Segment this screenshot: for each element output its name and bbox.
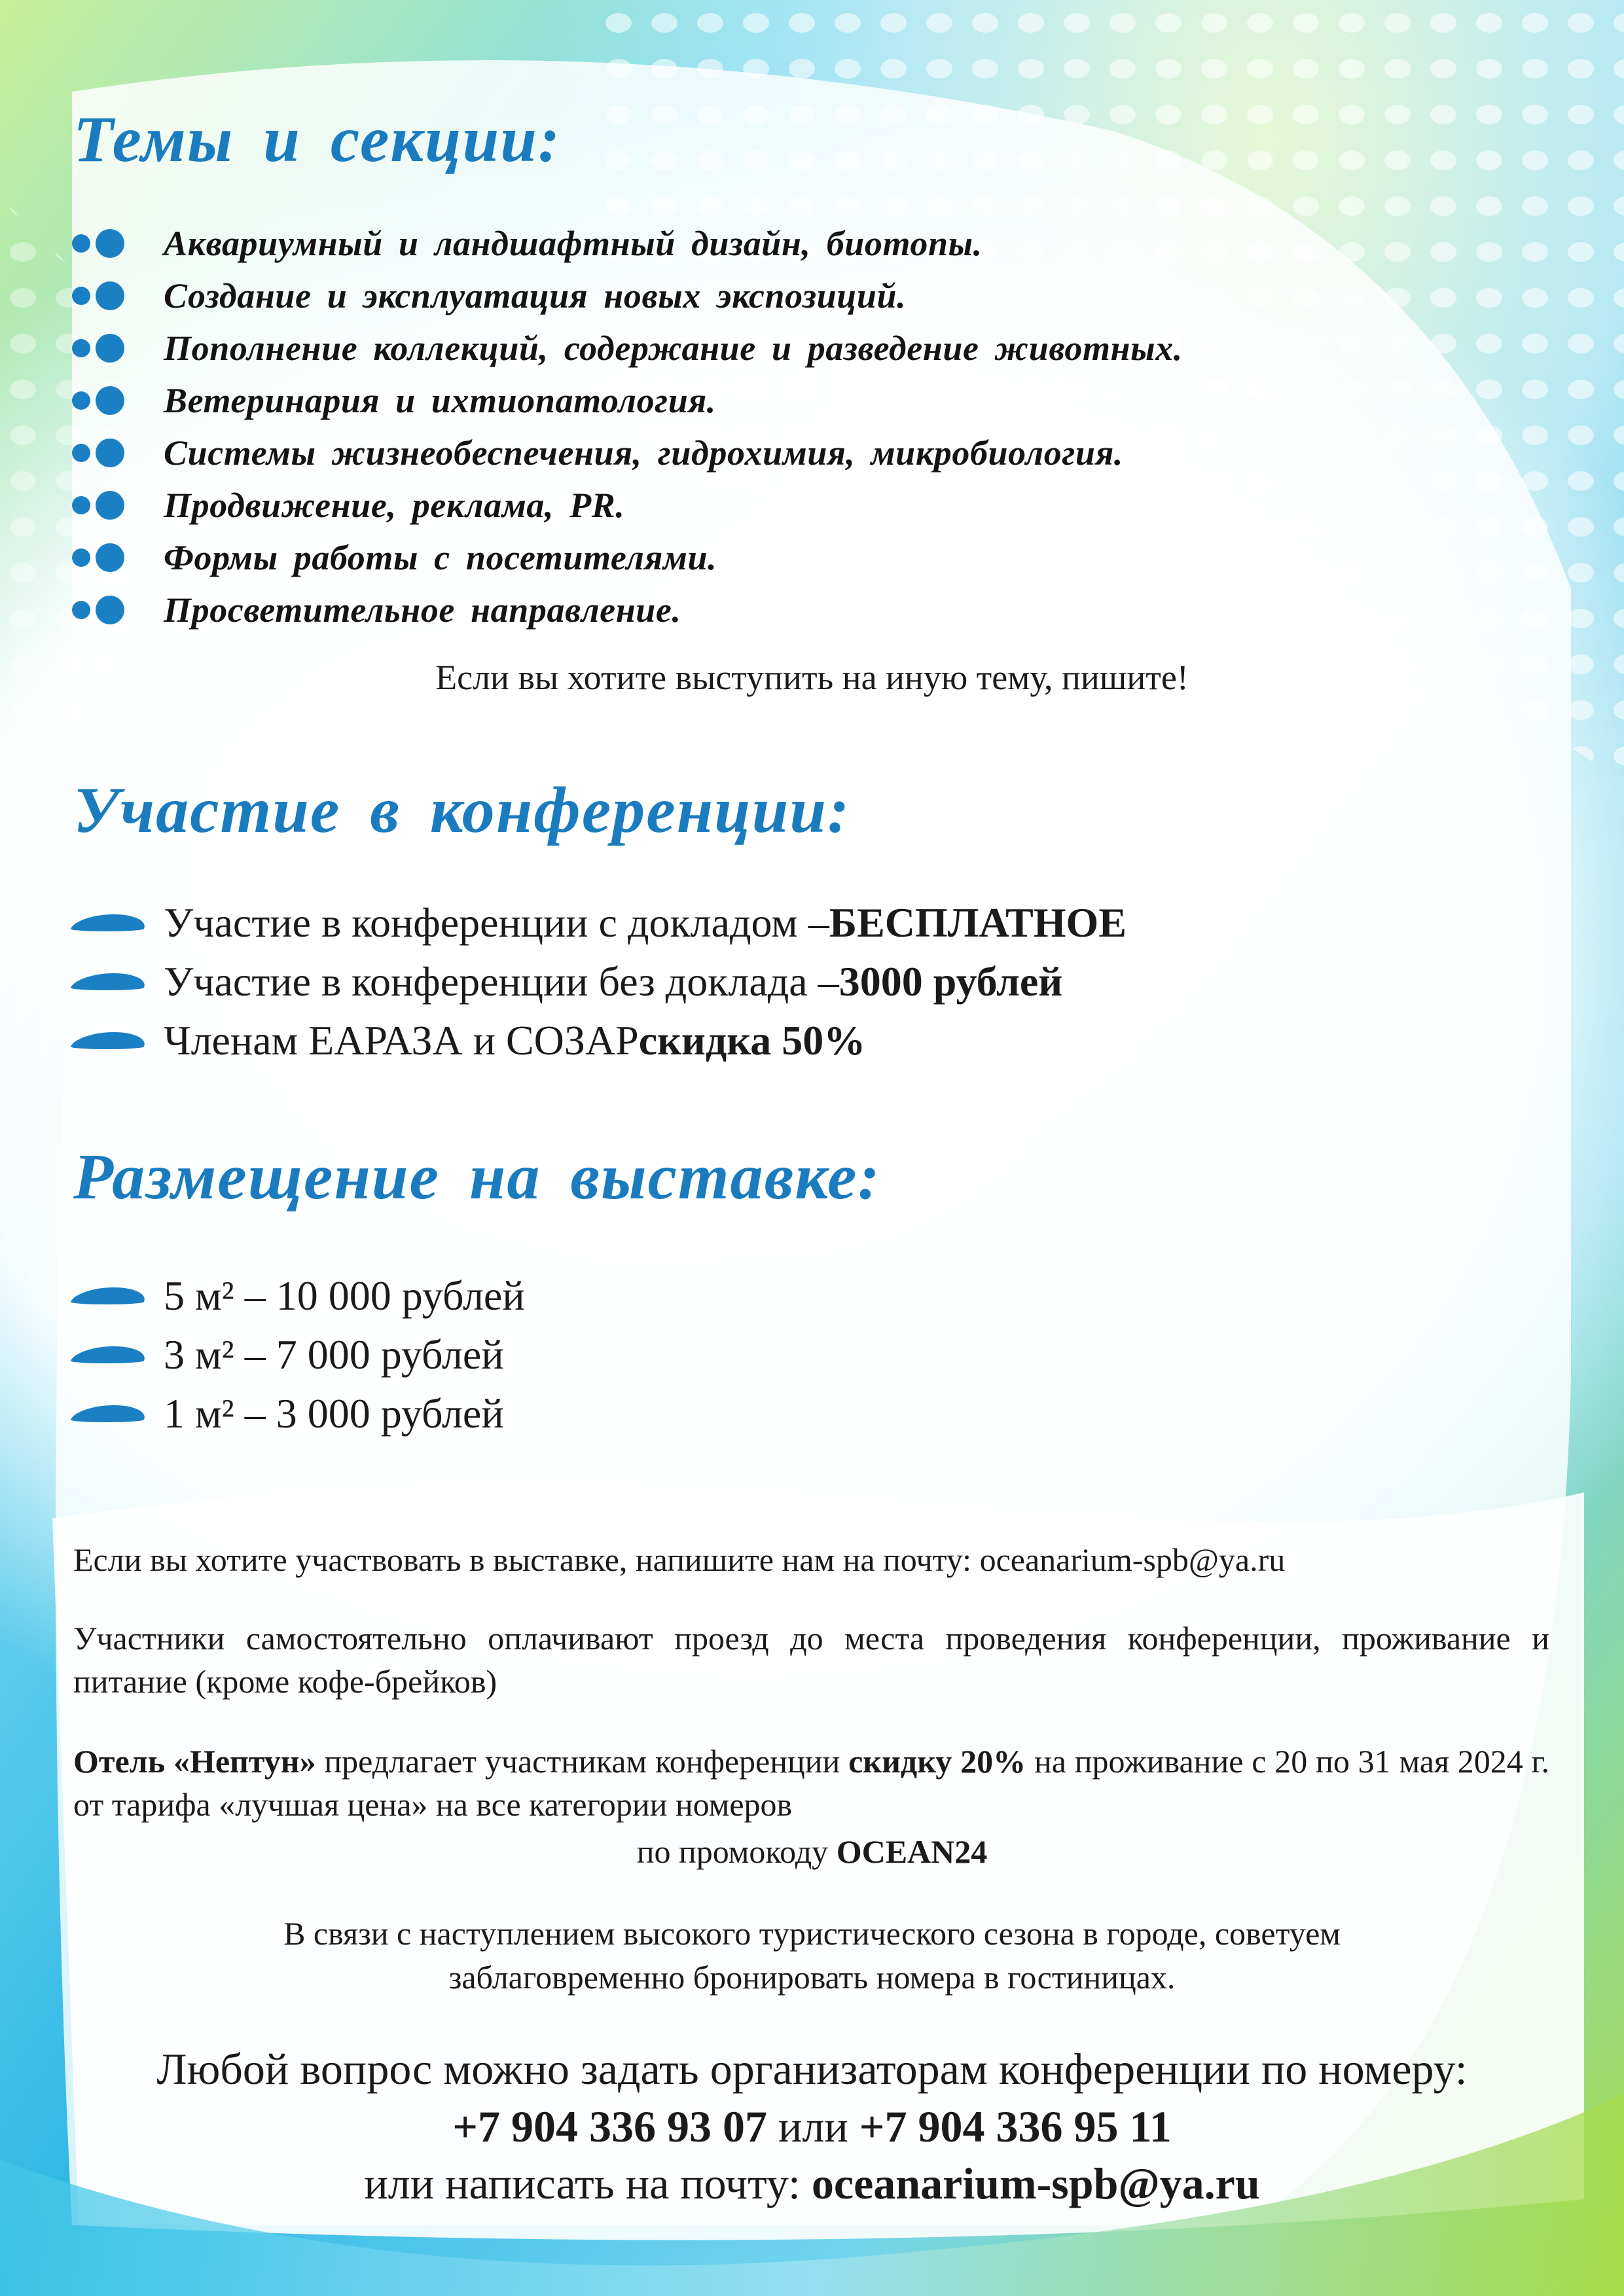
- email-link[interactable]: oceanarium-spb@ya.ru: [811, 2159, 1260, 2208]
- exhibition-heading: Размещение на выставке:: [73, 1140, 881, 1213]
- promo-line: по промокоду OCEAN24: [636, 1833, 988, 1870]
- list-item: Создание и эксплуатация новых экспозиций.: [72, 270, 1183, 322]
- topics-heading: Темы и секции:: [73, 103, 562, 175]
- list-item: Просветительное направление.: [72, 584, 1183, 636]
- list-item: Пополнение коллекций, содержание и разведение животных.: [72, 322, 1183, 374]
- bullet-pill-icon: [69, 1405, 151, 1422]
- participation-list: [73, 893, 1127, 1070]
- topics-list: [72, 217, 1183, 636]
- list-item: Участие в конференции без доклада – 3000 рублей: [73, 952, 1127, 1011]
- bullet-dots-icon: [72, 386, 164, 415]
- bullet-pill-icon: [69, 1346, 151, 1363]
- bullet-dots-icon: [72, 229, 164, 258]
- list-item: Продвижение, реклама, PR.: [72, 479, 1183, 531]
- bullet-dots-icon: [72, 281, 164, 310]
- bullet-dots-icon: [72, 596, 164, 624]
- list-item: 1 м² – 3 000 рублей: [73, 1384, 525, 1443]
- bullet-dots-icon: [72, 334, 164, 363]
- list-item: Формы работы с посетителями.: [72, 531, 1183, 584]
- contact-phones-line: +7 904 336 93 07 или +7 904 336 95 11: [452, 2102, 1172, 2151]
- participation-heading: Участие в конференции:: [73, 774, 851, 846]
- bullet-pill-icon: [69, 973, 151, 990]
- exhibit-contact-text: Если вы хотите участвовать в выставке, напишите нам на почту: oceanarium-spb@ya.ru: [73, 1541, 1286, 1578]
- bullet-dots-icon: [72, 439, 164, 467]
- hotel-offer-text: Отель «Нептун» предлагает участникам конференции скидку 20% на проживание с 20 по 31 мая 2024 г. от тарифа «лучшая цена» на все категории номеров: [73, 1743, 1549, 1823]
- list-item: 5 м² – 10 000 рублей: [73, 1266, 525, 1325]
- list-item: Участие в конференции с докладом – БЕСПЛАТНОЕ: [73, 893, 1127, 952]
- exhibition-price-list: [73, 1266, 525, 1443]
- list-item: 3 м² – 7 000 рублей: [73, 1325, 525, 1384]
- bullet-pill-icon: [69, 1287, 151, 1304]
- list-item: Системы жизнеобеспечения, гидрохимия, микробиология.: [72, 427, 1183, 479]
- list-item: Ветеринария и ихтиопатология.: [72, 374, 1183, 427]
- expenses-text: Участники самостоятельно оплачивают проезд до места проведения конференции, проживание и питание (кроме кофе-брейков): [73, 1620, 1549, 1700]
- phone-2[interactable]: +7 904 336 95 11: [859, 2102, 1172, 2151]
- bullet-dots-icon: [72, 543, 164, 572]
- other-topic-note: Если вы хотите выступить на иную тему, пишите!: [435, 658, 1189, 697]
- contact-email-line: или написать на почту: oceanarium-spb@ya.ru: [364, 2159, 1260, 2208]
- phone-1[interactable]: +7 904 336 93 07: [452, 2102, 768, 2151]
- bullet-pill-icon: [69, 914, 151, 931]
- list-item: Членам ЕАРАЗА и СОЗАР скидка 50%: [73, 1011, 1127, 1070]
- season-note-line-1: В связи с наступлением высокого туристического сезона в городе, советуем: [283, 1915, 1341, 1952]
- list-item: Аквариумный и ландшафтный дизайн, биотопы.: [72, 217, 1183, 270]
- contact-question-line: Любой вопрос можно задать организаторам конференции по номеру:: [156, 2044, 1468, 2094]
- season-note-line-2: заблаговременно бронировать номера в гостиницах.: [448, 1959, 1176, 1996]
- bullet-dots-icon: [72, 491, 164, 520]
- bullet-pill-icon: [69, 1032, 151, 1049]
